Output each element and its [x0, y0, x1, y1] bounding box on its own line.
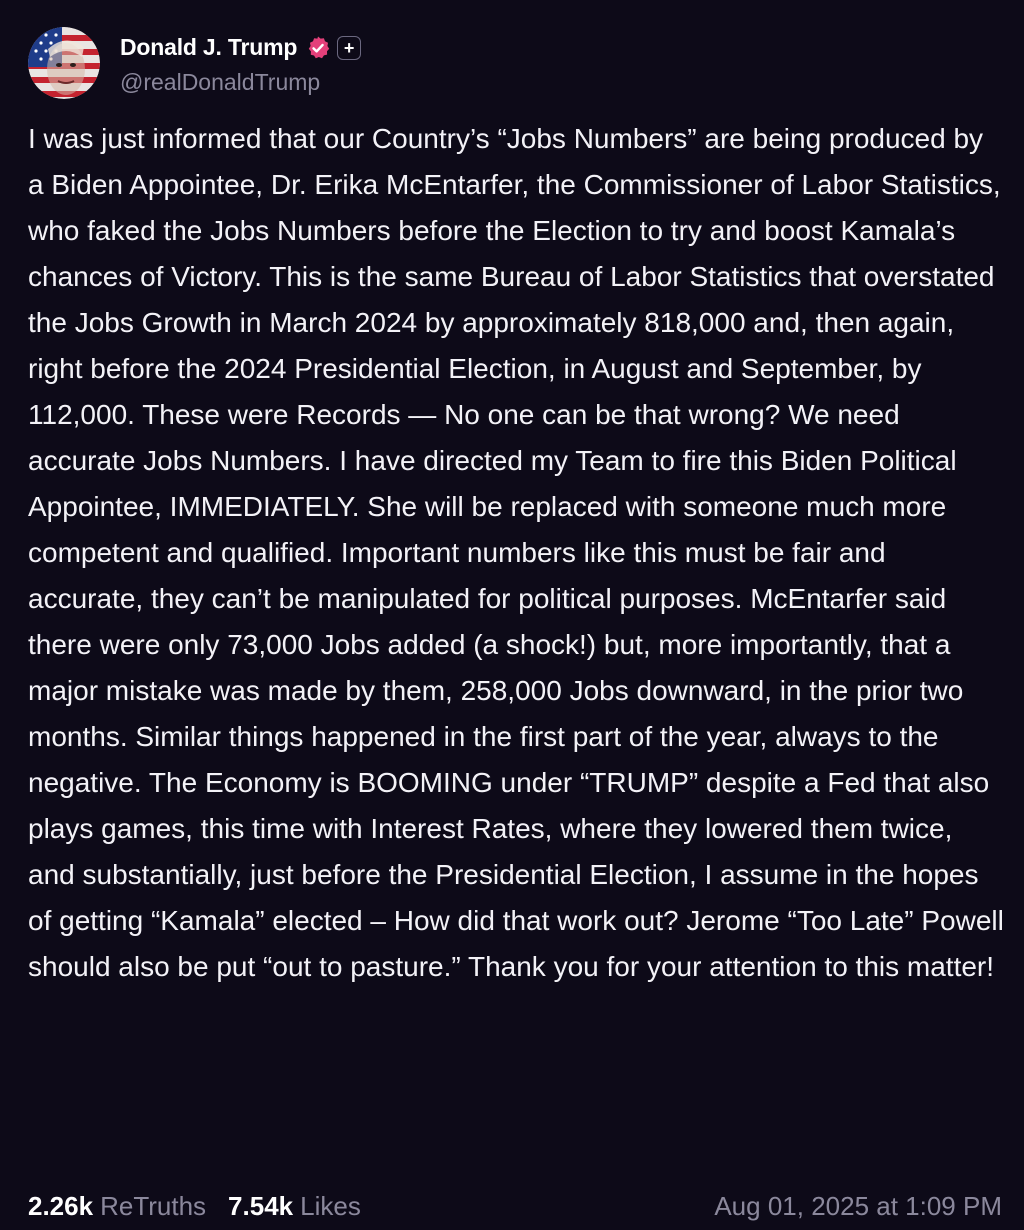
avatar[interactable] [28, 27, 100, 99]
post-header [28, 26, 361, 100]
likes-count: 7.54k [228, 1190, 294, 1221]
plus-badge: + [337, 36, 361, 60]
likes-label: Likes [300, 1190, 361, 1221]
name-row [120, 31, 361, 65]
avatar-portrait-icon [28, 27, 100, 99]
verified-badge-icon [305, 35, 331, 61]
retruths-label: ReTruths [100, 1190, 207, 1221]
likes-stat[interactable] [228, 1191, 361, 1222]
post-timestamp[interactable]: Aug 01, 2025 at 1:09 PM [714, 1190, 1002, 1221]
retruths-stat[interactable] [28, 1191, 206, 1222]
author-display-name[interactable]: Donald J. Trump [120, 34, 298, 60]
post-body-text: I was just informed that our Country’s “Jobs Numbers” are being produced by a Biden Appointee, Dr. Erika McEntarfer, the Commissioner of Labor Statistics, who faked the Jobs Numbers before the Election to try and boost Kamala’s chances of Victory. This is the same Bureau of Labor Statistics that overstated the Jobs Growth in March 2024 by approximately 818,000 and, then again, right before the 2024 Presidential Election, in August and September, by 112,000. These were Records — No one can be that wrong? We need accurate Jobs Numbers. I have directed my Team to fire this Biden Political Appointee, IMMEDIATELY. She will be replaced with someone much more competent and qualified. Important numbers like this must be fair and accurate, they can’t be manipulated for political purposes. McEntarfer said there were only 73,000 Jobs added (a shock!) but, more importantly, that a major mistake was made by them, 258,000 Jobs downward, in the prior two months. Similar things happened in the first part of the year, always to the negative. The Economy is BOOMING under “TRUMP” despite a Fed that also plays games, this time with Interest Rates, where they lowered them twice, and substantially, just before the Presidential Election, I assume in the hopes of getting “Kamala” elected – How did that work out? Jerome “Too Late” Powell should also be put “out to pasture.” Thank you for your attention to this matter! [28, 123, 1004, 982]
author-handle[interactable]: @realDonaldTrump [120, 68, 321, 95]
author-identity [120, 31, 361, 96]
retruths-count: 2.26k [28, 1190, 94, 1221]
post-footer [28, 1186, 1002, 1226]
